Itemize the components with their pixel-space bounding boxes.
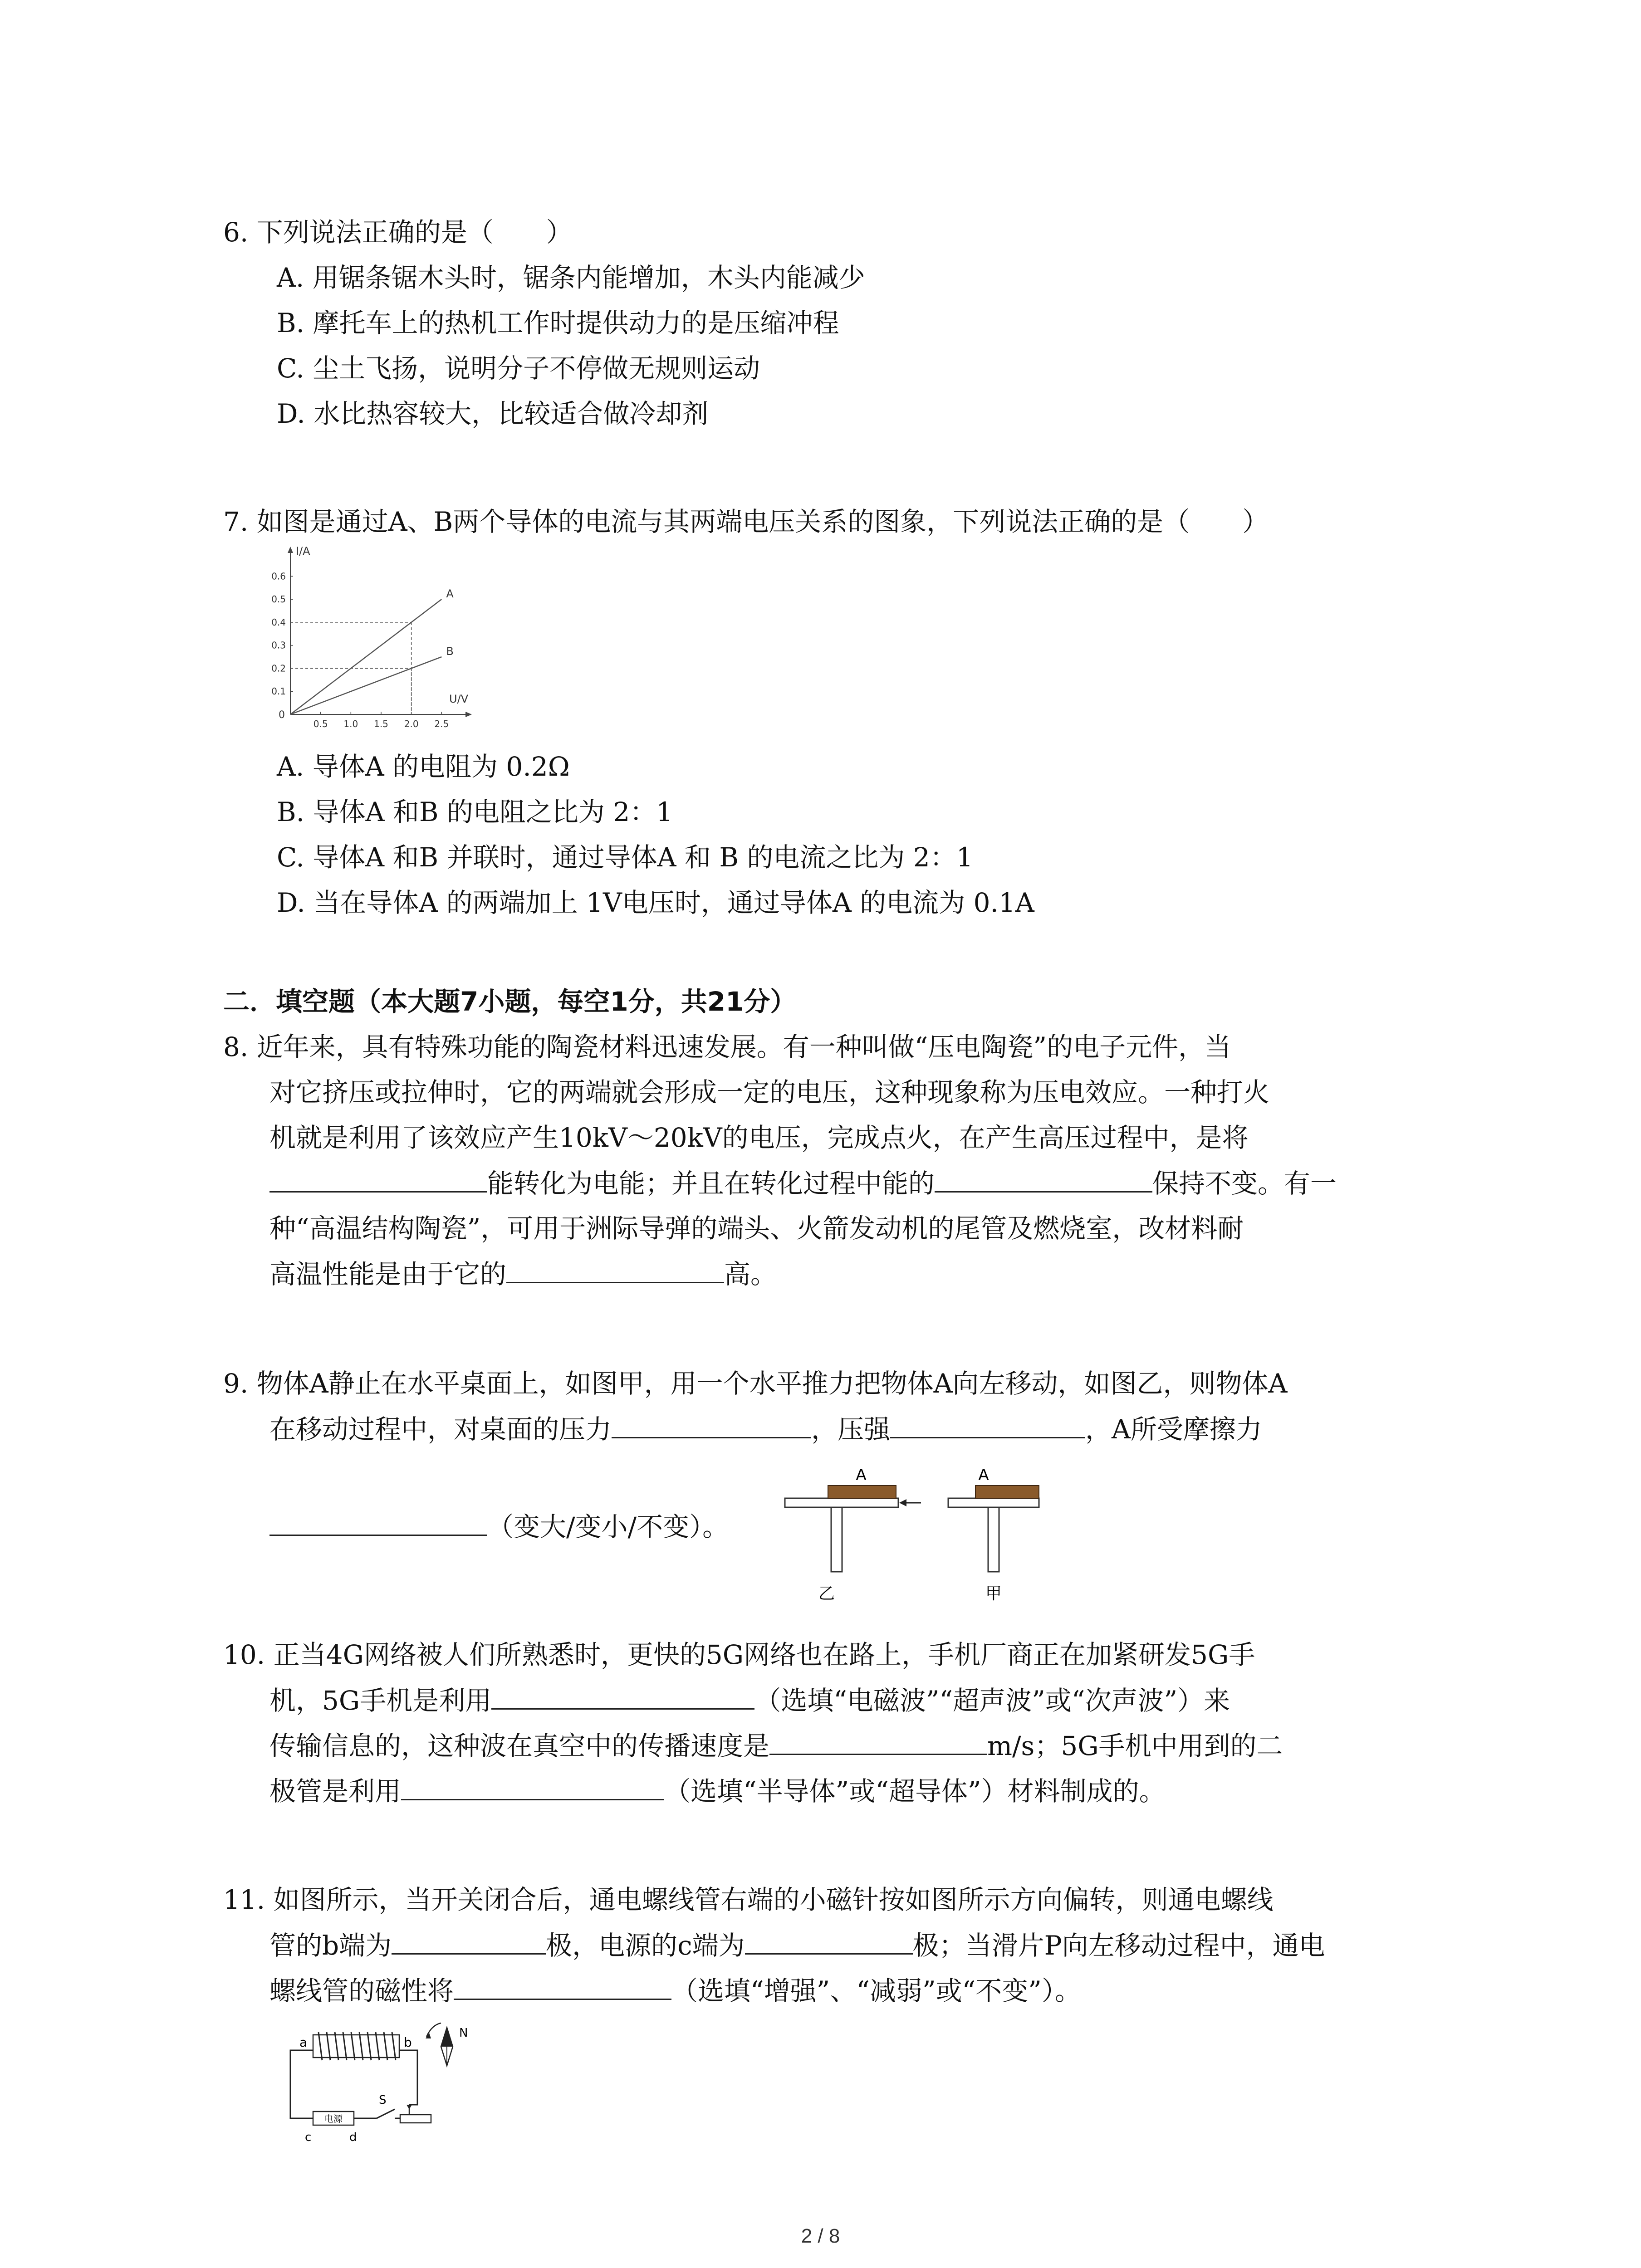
y-tick-label: 0.3 (271, 640, 286, 651)
q9-text-2a: 在移动过程中，对桌面的压力 (269, 1414, 612, 1445)
series-label-B: B (446, 645, 454, 658)
series-line-B (290, 657, 441, 714)
q9-blank-2[interactable] (890, 1411, 1085, 1438)
tabletop-yi (785, 1498, 898, 1507)
q9-text-2c: ，A所受摩擦力 (1085, 1414, 1262, 1445)
q9-blank-3[interactable] (269, 1508, 487, 1536)
rheostat (400, 2115, 431, 2123)
iu-graph (254, 542, 495, 742)
q6-option-b: B. 摩托车上的热机工作时提供动力的是压缩冲程 (277, 308, 839, 338)
q8-line-1: 8. 近年来，具有特殊功能的陶瓷材料迅速发展。有一种叫做“压电陶瓷”的电子元件，当 (223, 1031, 1231, 1062)
block-a-yi (828, 1486, 896, 1498)
x-tick-label: 2.5 (434, 719, 449, 729)
q8-text-6b: 高。 (724, 1259, 777, 1290)
y-tick-label: 0.2 (271, 663, 286, 674)
figure-yi (785, 1466, 898, 1603)
q8-line-6 (269, 1256, 777, 1292)
label-b: b (404, 2035, 412, 2050)
origin-label: 0 (279, 709, 285, 721)
q9-blank-1[interactable] (612, 1411, 811, 1438)
q11-line-1: 11. 如图所示，当开关闭合后，通电螺线管右端的小磁针按如图所示方向偏转，则通电螺线 (223, 1884, 1274, 1915)
q11-text-3b: （选填“增强”、“减弱”或“不变”）。 (671, 1975, 1081, 2006)
x-axis-arrow (465, 712, 472, 717)
q9-text-3: （变大/变小/不变）。 (487, 1511, 729, 1542)
switch-s (377, 2109, 395, 2118)
label-c: c (305, 2131, 312, 2144)
q8-text-4b: 保持不变。有一 (1152, 1168, 1337, 1199)
q9-line-1: 9. 物体A静止在水平桌面上，如图甲，用一个水平推力把物体A向左移动，如图乙，则物体A (223, 1368, 1288, 1399)
q7-option-b: B. 导体A 和B 的电阻之比为 2：1 (277, 797, 673, 827)
q11-blank-3[interactable] (454, 1972, 671, 2000)
x-tick-label: 1.0 (343, 719, 358, 729)
caption-yi: 乙 (818, 1584, 835, 1603)
q10-blank-1[interactable] (491, 1682, 754, 1710)
series-label-A: A (446, 587, 454, 601)
q10-text-3b: m/s；5G手机中用到的二 (987, 1730, 1283, 1761)
q6-option-a: A. 用锯条锯木头时，锯条内能增加，木头内能减少 (277, 262, 865, 293)
q8-text-4a: 能转化为电能；并且在转化过程中能的 (487, 1168, 935, 1199)
wire-left (290, 2050, 313, 2118)
q10-text-3a: 传输信息的，这种波在真空中的传播速度是 (269, 1730, 770, 1761)
compass-needle-icon (426, 2023, 468, 2066)
q6-option-d: D. 水比热容较大，比较适合做冷却剂 (277, 398, 709, 429)
block-label-yi: A (856, 1466, 867, 1484)
q10-line-1: 10. 正当4G网络被人们所熟悉时，更快的5G网络也在路上，手机厂商正在加紧研发5G手 (223, 1639, 1255, 1670)
section-heading: 二．填空题（本大题7小题，每空1分，共21分） (223, 986, 797, 1017)
q8-line-2: 对它挤压或拉伸时，它的两端就会形成一定的电压，这种现象称为压电效应。一种打火 (269, 1077, 1270, 1108)
q7-option-d: D. 当在导体A 的两端加上 1V电压时，通过导体A 的电流为 0.1A (277, 887, 1034, 918)
q11-line-3 (269, 1972, 1081, 2009)
q7-stem: 7. 如图是通过A、B两个导体的电流与其两端电压关系的图象，下列说法正确的是（ ） (223, 506, 1269, 537)
q10-line-2 (269, 1682, 1230, 1719)
label-d: d (349, 2131, 357, 2144)
q11-text-2b: 极，电源的c端为 (546, 1930, 745, 1961)
block-label-jia: A (978, 1466, 989, 1484)
figure-jia (948, 1466, 1039, 1603)
x-tick-label: 0.5 (313, 719, 328, 729)
y-tick-label: 0.6 (271, 571, 286, 582)
y-axis-label: I/A (296, 545, 310, 557)
q8-blank-2[interactable] (935, 1165, 1152, 1193)
table-leg-jia (988, 1507, 999, 1572)
q6-option-c: C. 尘土飞扬，说明分子不停做无规则运动 (277, 353, 760, 384)
x-tick-label: 1.5 (374, 719, 388, 729)
wire-right (399, 2050, 417, 2105)
y-tick-label: 0.5 (271, 594, 286, 605)
q6-stem: 6. 下列说法正确的是（ ） (223, 217, 573, 248)
y-axis-arrow (288, 547, 293, 553)
q10-text-4a: 极管是利用 (269, 1776, 402, 1807)
q8-blank-1[interactable] (269, 1165, 487, 1193)
q8-line-3: 机就是利用了该效应产生10kV～20kV的电压，完成点火，在产生高压过程中，是将 (269, 1122, 1249, 1153)
q11-blank-1[interactable] (392, 1927, 546, 1955)
table-figure (780, 1458, 1080, 1603)
q10-line-4 (269, 1773, 1166, 1809)
q9-text-2b: ，压强 (811, 1414, 891, 1445)
page-number: 2 / 8 (801, 2225, 840, 2247)
q11-text-2a: 管的b端为 (269, 1930, 392, 1961)
block-a-jia (975, 1486, 1039, 1498)
label-a: a (299, 2035, 308, 2050)
x-tick-label: 2.0 (404, 719, 419, 729)
q7-option-c: C. 导体A 和B 并联时，通过导体A 和 B 的电流之比为 2：1 (277, 842, 973, 873)
q8-line-4 (269, 1165, 1337, 1202)
q11-line-2 (269, 1927, 1325, 1964)
solenoid-circuit-figure (281, 2019, 481, 2155)
series-line-A (290, 599, 441, 714)
tabletop-jia (948, 1498, 1039, 1507)
y-tick-label: 0.4 (271, 616, 286, 628)
label-n: N (459, 2026, 468, 2040)
q8-text-6a: 高温性能是由于它的 (269, 1259, 507, 1290)
q7-option-a: A. 导体A 的电阻为 0.2Ω (277, 751, 570, 782)
q8-blank-3[interactable] (506, 1256, 724, 1283)
q10-text-2a: 机，5G手机是利用 (269, 1685, 492, 1716)
table-leg-yi (831, 1507, 842, 1572)
q11-text-3a: 螺线管的磁性将 (269, 1975, 454, 2006)
q10-blank-2[interactable] (769, 1727, 987, 1755)
push-arrow-icon (899, 1499, 921, 1506)
q11-blank-2[interactable] (745, 1927, 913, 1955)
q11-text-2c: 极；当滑片P向左移动过程中，通电 (912, 1930, 1325, 1961)
q9-line-2 (269, 1411, 1262, 1447)
q8-line-5: 种“高温结构陶瓷”，可用于洲际导弹的端头、火箭发动机的尾管及燃烧室，改材料耐 (269, 1213, 1244, 1244)
q10-text-2b: （选填“电磁波”“超声波”或“次声波”）来 (754, 1685, 1230, 1716)
caption-jia: 甲 (985, 1584, 1002, 1603)
q10-blank-3[interactable] (401, 1773, 664, 1800)
power-source-label: 电源 (324, 2113, 343, 2124)
y-tick-label: 0.1 (271, 686, 286, 697)
x-axis-label: U/V (449, 693, 469, 705)
q9-line-3 (269, 1508, 729, 1545)
q10-line-3 (269, 1727, 1283, 1764)
label-s: S (379, 2093, 387, 2107)
q10-text-4b: （选填“半导体”或“超导体”）材料制成的。 (664, 1776, 1166, 1807)
